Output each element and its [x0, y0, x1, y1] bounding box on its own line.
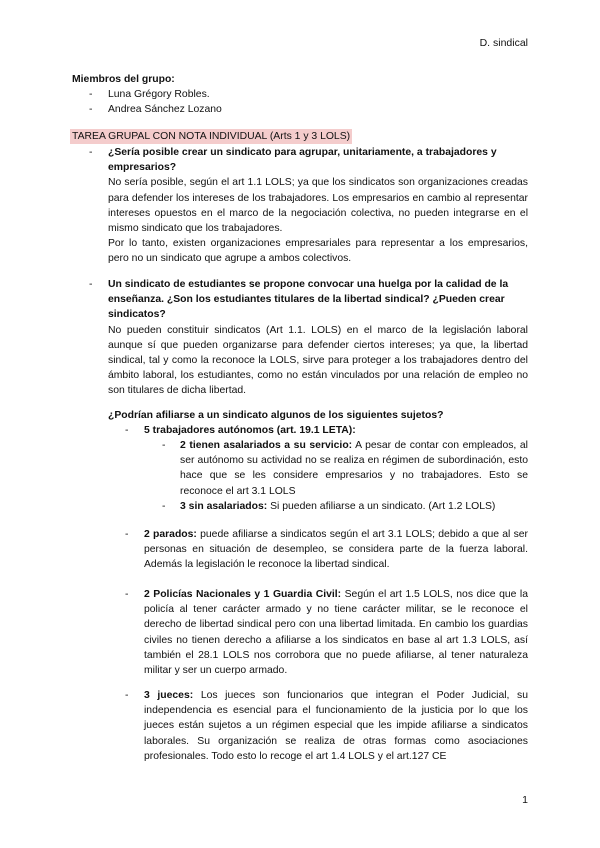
members-section [72, 72, 532, 118]
parados-item [125, 527, 529, 573]
dash-bullet: - [125, 529, 129, 540]
page-number: 1 [522, 794, 528, 806]
member-name: Andrea Sánchez Lozano [108, 104, 222, 116]
dash-bullet: - [89, 104, 93, 116]
dash-bullet: - [125, 690, 129, 701]
member-item [72, 102, 532, 117]
policias-text [144, 587, 528, 678]
jueces-body: Los jueces son funcionarios que integran el Poder Judicial, su independencia es esencial para el funcionamiento de la justicia por lo que los jueces están sujetos a un régimen especial que les impide afiliarse a sindicatos laborales. Su organización se realiza de otras formas como asociaciones profesionales. Todo esto lo recoge el art 1.4 LOLS y el art.127 CE [144, 690, 529, 762]
assignment-title-row [70, 129, 540, 144]
dash-bullet: - [162, 440, 166, 451]
dash-bullet: - [89, 89, 93, 101]
dash-bullet: - [125, 589, 129, 600]
autonomos-sub-2-text [180, 499, 528, 514]
question-1-answer-2: Por lo tanto, existen organizaciones empresariales para representar a los empresarios, pero no un sindicato que agrupe a ambos colectivos. [108, 238, 528, 265]
question-3 [108, 408, 528, 423]
autonomos-title: 5 trabajadores autónomos (art. 19.1 LETA): [144, 425, 356, 436]
question-1 [72, 145, 528, 267]
question-2 [72, 277, 528, 399]
question-2-answer: No pueden constituir sindicatos (Art 1.1. LOLS) en el marco de la legislación laboral aunque sí que pueden organizarse para defender ciertos intereses; ya que, la libertad sindical, tal y como la reconoce la LOLS, sirve para proteger a los trabajadores dentro del ámbito laboral, los estudiantes, como no están vinculados por una relación de empleo no son titulares de dicha libertad. [108, 324, 528, 397]
parados-line [125, 527, 529, 573]
policias-line [125, 587, 528, 678]
question-3-text: ¿Podrían afiliarse a un sindicato algunos de los siguientes sujetos? [108, 410, 444, 421]
question-1-answer-1: No sería posible, según el art 1.1 LOLS; ya que los sindicatos son organizaciones creadas para defender los intereses de los trabajadores. Los empresarios en cambio al representar intereses opuestos en el marco de la negociación colectiva, no pueden integrarse en el mismo sindicato que los trabajadores. [108, 177, 528, 235]
question-1-text: ¿Sería posible crear un sindicato para agrupar, unitariamente, a trabajadores y empresarios? [108, 147, 497, 174]
policias-item [125, 587, 528, 678]
autonomos-item [108, 423, 528, 438]
dash-bullet: - [162, 501, 166, 512]
autonomos-sub-2-body: Si pueden afiliarse a un sindicato. (Art 1.2 LOLS) [270, 501, 496, 512]
question-2-text: Un sindicato de estudiantes se propone convocar una huelga por la calidad de la enseñanza. ¿Son los estudiantes titulares de la libertad sindical? ¿Pueden crear sindicatos? [108, 279, 509, 321]
policias-body: Según el art 1.5 LOLS, nos dice que la policía al tener carácter armado y no tiene carácter militar, se le reconoce el derecho de libertad sindical pero con una libertad limitada. En cambio los guardias civiles no tienen derecho a afiliarse a los sindicatos en base al art 1.3 LOLS, así también el 28.1 LOLS nos corrobora que no puede afiliarse, al tener naturaleza militar y ser un cuerpo armado. [144, 589, 528, 677]
dash-bullet: - [125, 425, 129, 436]
parados-text [144, 527, 528, 573]
autonomos-sub-1-text [180, 438, 528, 499]
autonomos-line [108, 423, 528, 438]
dash-bullet: - [89, 147, 93, 158]
jueces-text [144, 688, 528, 764]
autonomos-sub-2 [162, 499, 528, 514]
policias-bold: 2 Policías Nacionales y 1 Guardia Civil: [144, 589, 342, 600]
autonomos-sub-2-bold: 3 sin asalariados: [180, 501, 268, 512]
assignment-title: TAREA GRUPAL CON NOTA INDIVIDUAL (Arts 1 y 3 LOLS) [70, 129, 352, 144]
autonomos-sub-2-line [162, 499, 528, 514]
dash-bullet: - [89, 279, 93, 290]
member-item [72, 87, 532, 102]
autonomos-sub-1-body: A pesar de contar con empleados, al ser autónomo su actividad no se realiza en régimen de subordinación, esto hace que se les considere empresarios y no trabajadores. Esto se reconoce el art 3.1 LOLS [180, 440, 528, 497]
autonomos-sub-1-bold: 2 tienen asalariados a su servicio: [180, 440, 353, 451]
jueces-bold: 3 jueces: [144, 690, 194, 701]
autonomos-sub-1 [162, 438, 528, 499]
page-header: D. sindical [479, 37, 528, 49]
parados-bold: 2 parados: [144, 529, 197, 540]
question-1-item [72, 145, 528, 267]
autonomos-sub-1-line [162, 438, 528, 499]
jueces-item [125, 688, 529, 764]
members-title: Miembros del grupo: [72, 74, 175, 85]
parados-body: puede afiliarse a sindicatos según el art 3.1 LOLS; debido a que al ser personas en situación de desempleo, se considera parte de la fuerza laboral. Además la legislación le reconoce la libertad sindical. [144, 529, 529, 571]
question-2-item [72, 277, 528, 399]
member-name: Luna Grégory Robles. [108, 89, 210, 101]
jueces-line [125, 688, 529, 764]
